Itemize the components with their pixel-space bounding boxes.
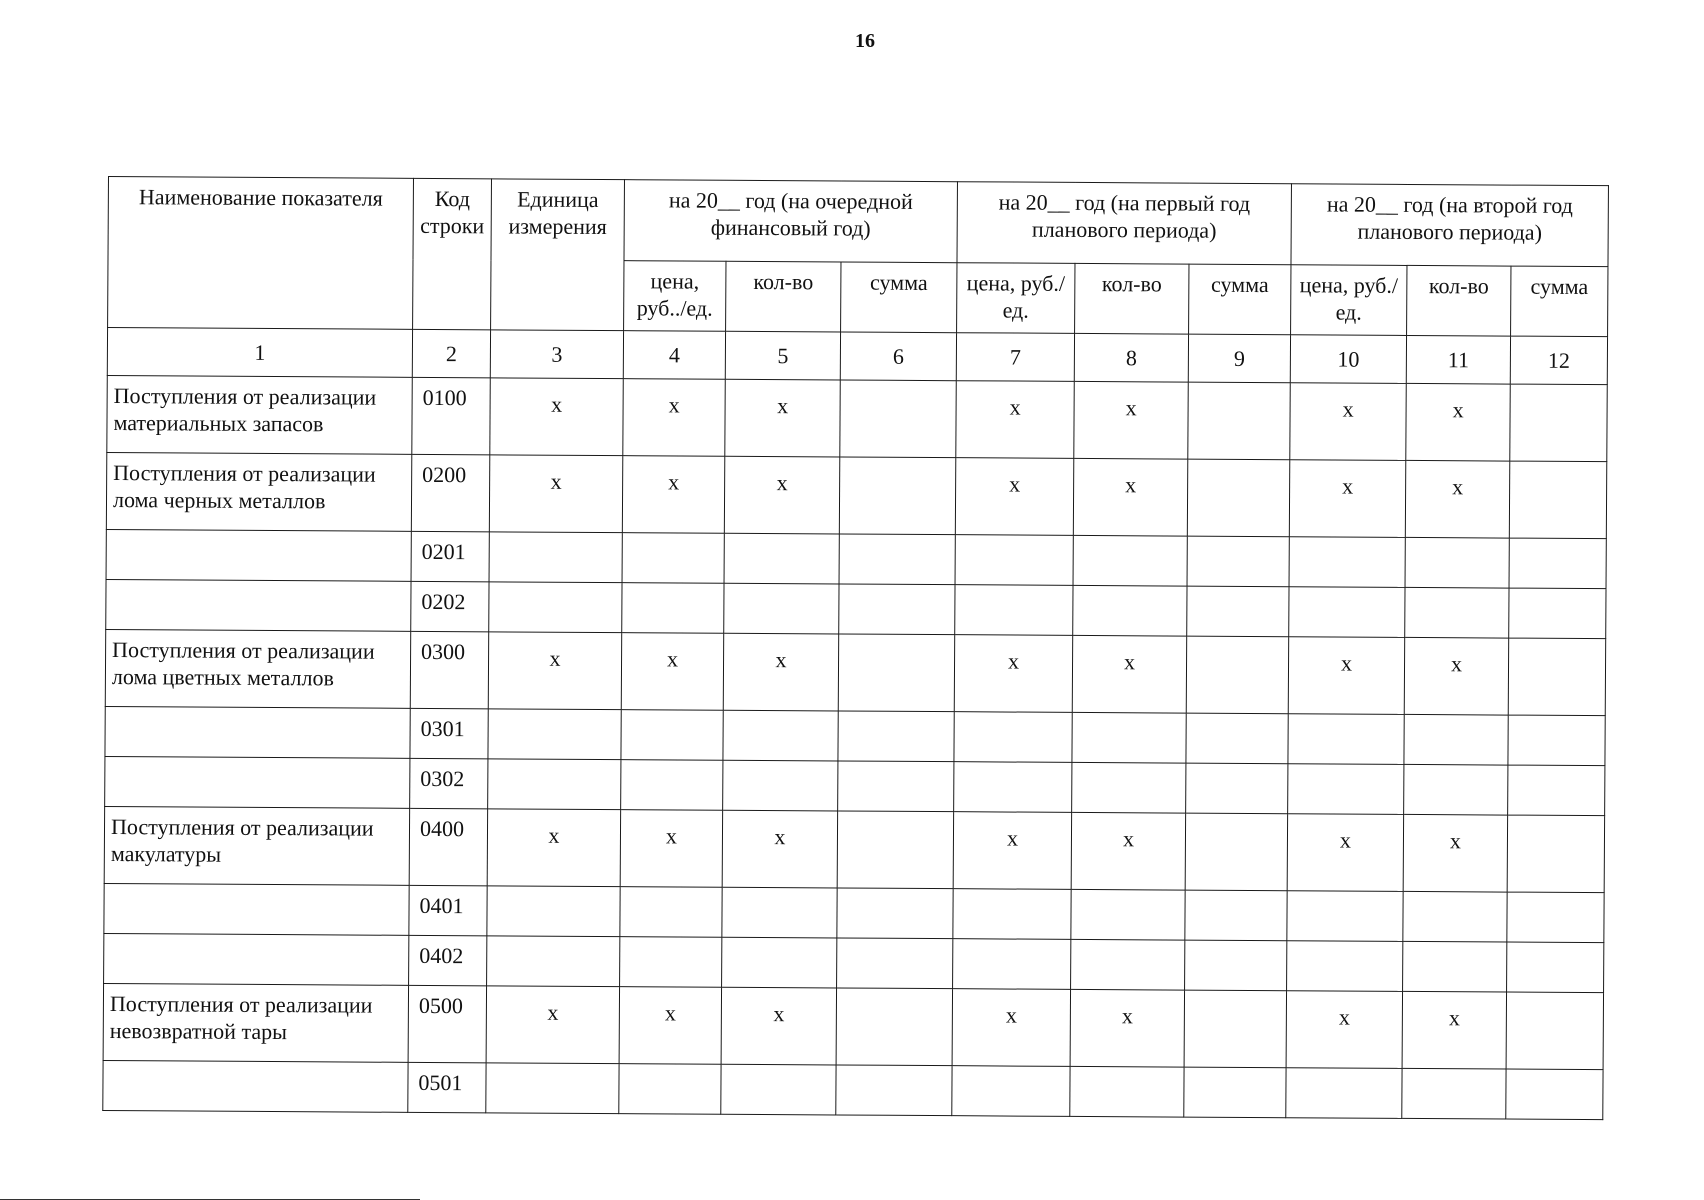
x-mark-cell: x <box>1290 383 1406 461</box>
revenue-form-table <box>102 176 1609 1120</box>
row-name <box>105 756 410 808</box>
x-mark-cell: x <box>1070 989 1184 1067</box>
x-mark-cell: x <box>1072 635 1186 713</box>
table-row <box>106 452 1606 538</box>
empty-cell <box>1508 715 1605 766</box>
empty-cell <box>723 710 838 761</box>
header-sum-3: сумма <box>1511 266 1608 337</box>
empty-cell <box>620 887 722 938</box>
row-code: 0400 <box>409 808 487 885</box>
header-period-3: на 20__ год (на второй год планового периода) <box>1291 184 1609 267</box>
header-code: Код строки <box>413 178 492 329</box>
x-mark-cell: x <box>1287 814 1403 892</box>
empty-cell <box>1287 891 1403 942</box>
empty-cell <box>1070 1066 1184 1117</box>
x-mark-cell: x <box>1406 383 1510 461</box>
empty-cell <box>621 710 723 761</box>
col-number: 8 <box>1074 333 1188 382</box>
empty-cell <box>621 760 723 811</box>
empty-cell <box>1289 587 1405 638</box>
empty-cell <box>1506 992 1603 1070</box>
empty-cell <box>839 457 955 535</box>
empty-cell <box>1186 636 1288 714</box>
x-mark-cell: x <box>1405 460 1509 538</box>
col-number: 5 <box>725 331 840 380</box>
empty-cell <box>622 533 724 584</box>
empty-cell <box>724 583 839 634</box>
empty-cell <box>619 1064 721 1115</box>
table-row <box>105 706 1605 765</box>
x-mark-cell: x <box>724 456 839 534</box>
empty-cell <box>952 1066 1070 1117</box>
table-row <box>104 806 1604 892</box>
empty-cell <box>1187 459 1289 537</box>
col-number: 4 <box>623 331 725 380</box>
empty-cell <box>955 535 1073 586</box>
empty-cell <box>1404 764 1508 815</box>
empty-cell <box>955 585 1073 636</box>
col-number: 11 <box>1406 335 1510 384</box>
empty-cell <box>1073 585 1187 636</box>
empty-cell <box>838 711 954 762</box>
x-mark-cell: x <box>619 987 721 1065</box>
empty-cell <box>487 936 620 987</box>
x-mark-cell: x <box>956 381 1074 459</box>
empty-cell <box>1185 890 1287 941</box>
empty-cell <box>1508 638 1605 716</box>
empty-cell <box>1403 941 1507 992</box>
empty-cell <box>840 380 956 458</box>
col-number: 6 <box>840 332 956 381</box>
x-mark-cell: x <box>488 632 621 710</box>
table-row <box>107 375 1607 461</box>
row-name <box>103 1060 408 1112</box>
empty-cell <box>954 712 1072 763</box>
col-number: 10 <box>1290 335 1406 384</box>
empty-cell <box>1072 712 1186 763</box>
x-mark-cell: x <box>953 812 1071 890</box>
empty-cell <box>1071 939 1185 990</box>
x-mark-cell: x <box>623 379 725 457</box>
empty-cell <box>1288 764 1404 815</box>
empty-cell <box>487 886 620 937</box>
header-period-2: на 20__ год (на первый год планового периода) <box>957 182 1291 265</box>
x-mark-cell: x <box>486 986 619 1064</box>
empty-cell <box>838 761 954 812</box>
empty-cell <box>839 584 955 635</box>
empty-cell <box>489 532 622 583</box>
header-unit: Единица измерения <box>491 179 625 331</box>
empty-cell <box>722 937 837 988</box>
header-sum-1: сумма <box>841 262 957 333</box>
header-price-3: цена, руб./ед. <box>1291 265 1407 336</box>
x-mark-cell: x <box>622 456 724 534</box>
empty-cell <box>1071 889 1185 940</box>
row-code: 0300 <box>410 631 488 708</box>
empty-cell <box>723 760 838 811</box>
row-code: 0500 <box>408 985 486 1062</box>
x-mark-cell: x <box>1403 814 1507 892</box>
header-sum-2: сумма <box>1189 264 1291 335</box>
header-qty-2: кол-во <box>1075 263 1189 334</box>
x-mark-cell: x <box>955 458 1073 536</box>
empty-cell <box>837 811 953 889</box>
table-body <box>103 177 1609 1120</box>
empty-cell <box>837 938 953 989</box>
row-name: Поступления от реализации лома цветных металлов <box>105 629 410 708</box>
row-name <box>104 933 409 985</box>
x-mark-cell: x <box>722 810 837 888</box>
empty-cell <box>954 762 1072 813</box>
empty-cell <box>1403 891 1507 942</box>
empty-cell <box>1509 461 1606 539</box>
empty-cell <box>722 887 837 938</box>
x-mark-cell: x <box>1402 991 1506 1069</box>
empty-cell <box>1186 763 1288 814</box>
header-price-1: цена, руб../ед. <box>624 261 726 332</box>
empty-cell <box>1187 536 1289 587</box>
header-period-1: на 20__ год (на очередной финансовый год) <box>624 180 958 263</box>
empty-cell <box>1506 1069 1603 1120</box>
empty-cell <box>1188 382 1290 460</box>
empty-cell <box>1187 586 1289 637</box>
empty-cell <box>1508 765 1605 816</box>
table-row <box>104 933 1604 992</box>
row-name: Поступления от реализации материальных запасов <box>107 375 412 454</box>
col-number: 1 <box>107 328 412 378</box>
empty-cell <box>1507 942 1604 993</box>
empty-cell <box>1404 714 1508 765</box>
row-code: 0202 <box>411 581 489 631</box>
table-row <box>105 756 1605 815</box>
row-code: 0100 <box>412 377 490 454</box>
table-row <box>103 1060 1603 1119</box>
empty-cell <box>1509 538 1606 589</box>
empty-cell <box>953 939 1071 990</box>
empty-cell <box>1405 537 1509 588</box>
col-number: 9 <box>1188 334 1290 383</box>
table-row <box>106 529 1606 588</box>
empty-cell <box>1510 384 1607 462</box>
header-price-2: цена, руб./ед. <box>957 263 1075 334</box>
empty-cell <box>836 988 952 1066</box>
empty-cell <box>1405 587 1509 638</box>
x-mark-cell: x <box>1288 637 1404 715</box>
row-code: 0201 <box>411 531 489 581</box>
empty-cell <box>838 634 954 712</box>
header-qty-1: кол-во <box>726 261 841 332</box>
empty-cell <box>1287 941 1403 992</box>
x-mark-cell: x <box>723 633 838 711</box>
table-row <box>105 629 1605 715</box>
x-mark-cell: x <box>621 633 723 711</box>
col-number: 12 <box>1510 336 1607 385</box>
row-code: 0200 <box>411 454 489 531</box>
empty-cell <box>1402 1068 1506 1119</box>
x-mark-cell: x <box>1073 458 1187 536</box>
empty-cell <box>1507 815 1604 893</box>
row-code: 0402 <box>409 935 487 985</box>
empty-cell <box>953 889 1071 940</box>
x-mark-cell: x <box>1071 812 1185 890</box>
row-code: 0302 <box>410 758 488 808</box>
empty-cell <box>1288 714 1404 765</box>
row-name <box>104 883 409 935</box>
empty-cell <box>489 582 622 633</box>
empty-cell <box>622 583 724 634</box>
col-number: 3 <box>490 330 623 379</box>
empty-cell <box>724 533 839 584</box>
empty-cell <box>488 709 621 760</box>
table-row <box>106 579 1606 638</box>
empty-cell <box>1507 892 1604 943</box>
empty-cell <box>1073 535 1187 586</box>
x-mark-cell: x <box>489 455 622 533</box>
empty-cell <box>1185 940 1287 991</box>
row-name: Поступления от реализации лома черных металлов <box>106 452 411 531</box>
empty-cell <box>839 534 955 585</box>
empty-cell <box>1286 1068 1402 1119</box>
row-name <box>106 579 411 631</box>
row-name: Поступления от реализации макулатуры <box>104 806 409 885</box>
empty-cell <box>1184 1067 1286 1118</box>
row-code: 0501 <box>408 1062 486 1112</box>
empty-cell <box>1289 537 1405 588</box>
header-qty-3: кол-во <box>1407 265 1511 336</box>
empty-cell <box>620 937 722 988</box>
col-number: 2 <box>412 329 490 377</box>
x-mark-cell: x <box>954 635 1072 713</box>
row-name <box>106 529 411 581</box>
row-code: 0401 <box>409 885 487 935</box>
x-mark-cell: x <box>1404 637 1508 715</box>
empty-cell <box>1072 762 1186 813</box>
col-number: 7 <box>956 333 1074 382</box>
table-row <box>104 883 1604 942</box>
row-code: 0301 <box>410 708 488 758</box>
page-number: 16 <box>855 30 875 52</box>
empty-cell <box>836 1065 952 1116</box>
empty-cell <box>486 1063 619 1114</box>
table-row <box>103 983 1603 1069</box>
x-mark-cell: x <box>725 379 840 457</box>
x-mark-cell: x <box>952 989 1070 1067</box>
x-mark-cell: x <box>1286 991 1402 1069</box>
row-name <box>105 706 410 758</box>
x-mark-cell: x <box>620 810 722 888</box>
empty-cell <box>721 1064 836 1115</box>
empty-cell <box>837 888 953 939</box>
header-name: Наименование показателя <box>108 177 414 330</box>
x-mark-cell: x <box>490 378 623 456</box>
x-mark-cell: x <box>487 809 620 887</box>
x-mark-cell: x <box>1289 460 1405 538</box>
x-mark-cell: x <box>721 987 836 1065</box>
empty-cell <box>1184 990 1286 1068</box>
row-name: Поступления от реализации невозвратной тары <box>103 983 408 1062</box>
header-row-top <box>108 177 1609 267</box>
empty-cell <box>488 759 621 810</box>
empty-cell <box>1509 588 1606 639</box>
empty-cell <box>1186 713 1288 764</box>
x-mark-cell: x <box>1074 381 1188 459</box>
empty-cell <box>1185 813 1287 891</box>
